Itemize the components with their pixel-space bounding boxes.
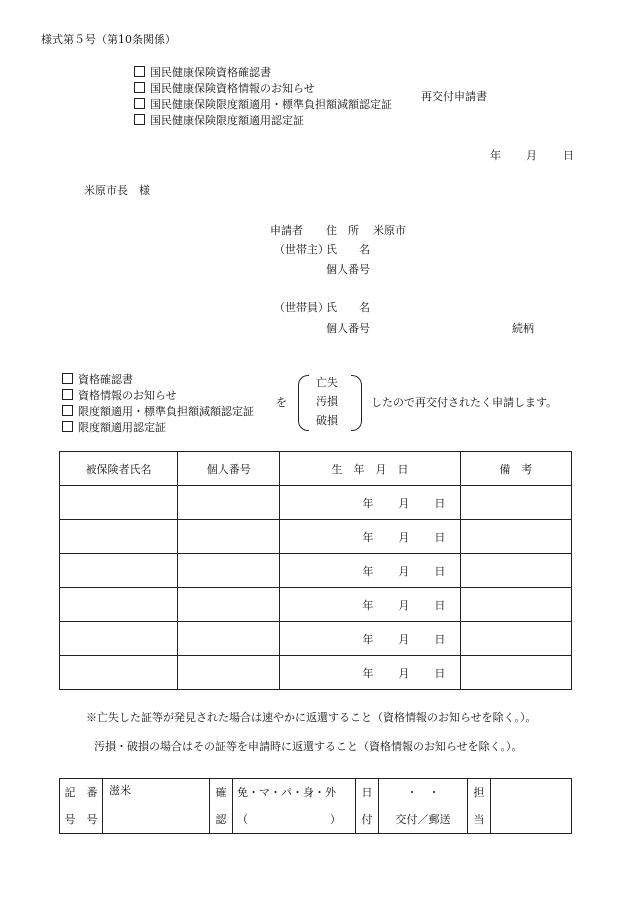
staff-cell[interactable]	[491, 779, 572, 834]
name-cell[interactable]	[60, 588, 178, 622]
office-use-table	[59, 778, 572, 834]
checkbox-icon[interactable]	[62, 421, 73, 432]
date-day: 日	[563, 149, 574, 162]
request-options	[62, 372, 254, 436]
table-row	[60, 656, 572, 690]
table-row	[60, 520, 572, 554]
reason-soiled[interactable]: 汚損	[316, 395, 338, 408]
note-lost: ※亡失した証等が発見された場合は速やかに返還すること（資格情報のお知らせを除く。）。	[86, 711, 537, 724]
remarks-cell[interactable]	[460, 622, 571, 656]
birthdate-cell[interactable]: 年 月 日	[280, 588, 460, 622]
date-label-cell: 日 付	[356, 779, 379, 834]
title-option-2[interactable]: 国民健康保険資格情報のお知らせ	[134, 81, 392, 97]
request-option-2[interactable]: 資格情報のお知らせ	[62, 388, 254, 404]
name-cell[interactable]	[60, 486, 178, 520]
id-cell[interactable]	[178, 554, 280, 588]
confirm-paren: （ ）	[237, 813, 341, 826]
title-option-4[interactable]: 国民健康保険限度額適用認定証	[134, 113, 392, 129]
insured-table	[59, 451, 572, 690]
title-option-3[interactable]: 国民健康保険限度額適用・標準負担額減額認定証	[134, 97, 392, 113]
header-remarks: 備 考	[460, 452, 571, 486]
checkbox-icon[interactable]	[134, 82, 145, 93]
table-header-row	[60, 452, 572, 486]
checkbox-icon[interactable]	[134, 98, 145, 109]
header-id: 個人番号	[178, 452, 280, 486]
member-tag: （世帯員）	[274, 301, 329, 314]
header-name: 被保険者氏名	[60, 452, 178, 486]
reason-damaged[interactable]: 破損	[316, 414, 338, 427]
id-cell[interactable]	[178, 520, 280, 554]
staff-label-cell: 担 当	[468, 779, 491, 834]
date-month: 月	[526, 149, 537, 162]
title-option-1[interactable]: 国民健康保険資格確認書	[134, 65, 392, 81]
record-prefix: 滋米	[109, 784, 131, 797]
header-birthdate: 生 年 月 日	[280, 452, 460, 486]
householder-id-label: 個人番号	[326, 263, 370, 276]
reason-lost[interactable]: 亡失	[316, 376, 338, 389]
record-number-cell[interactable]	[103, 779, 210, 834]
member-id-label: 個人番号	[326, 322, 370, 335]
particle: を	[276, 396, 287, 409]
checkbox-icon[interactable]	[134, 114, 145, 125]
id-cell[interactable]	[178, 588, 280, 622]
birthdate-cell[interactable]: 年 月 日	[280, 656, 460, 690]
checkbox-icon[interactable]	[134, 66, 145, 77]
confirm-options[interactable]: 免・マ・パ・身・外	[237, 786, 336, 799]
office-use-row	[60, 779, 572, 834]
householder-tag: （世帯主）	[274, 243, 329, 256]
name-cell[interactable]	[60, 554, 178, 588]
table-row	[60, 588, 572, 622]
remarks-cell[interactable]	[460, 520, 571, 554]
request-option-4[interactable]: 限度額適用認定証	[62, 420, 254, 436]
address-label: 住 所	[326, 224, 359, 237]
confirm-cell[interactable]	[233, 779, 356, 834]
remarks-cell[interactable]	[460, 588, 571, 622]
date-dots: ・ ・	[406, 786, 440, 799]
date-year: 年	[490, 149, 501, 162]
checkbox-icon[interactable]	[62, 405, 73, 416]
request-option-3[interactable]: 限度額適用・標準負担額減額認定証	[62, 404, 254, 420]
birthdate-cell[interactable]: 年 月 日	[280, 486, 460, 520]
birthdate-cell[interactable]: 年 月 日	[280, 554, 460, 588]
name-cell[interactable]	[60, 622, 178, 656]
confirm-label-cell: 確 認	[210, 779, 233, 834]
table-row	[60, 486, 572, 520]
member-name-label: 氏 名	[326, 301, 370, 314]
remarks-cell[interactable]	[460, 486, 571, 520]
birthdate-cell[interactable]: 年 月 日	[280, 520, 460, 554]
name-cell[interactable]	[60, 656, 178, 690]
id-cell[interactable]	[178, 622, 280, 656]
id-cell[interactable]	[178, 656, 280, 690]
birthdate-cell[interactable]: 年 月 日	[280, 622, 460, 656]
householder-name-label: 氏 名	[326, 243, 370, 256]
addressee: 米原市長 様	[84, 184, 150, 197]
note-damaged: 汚損・破損の場合はその証等を申請時に返還すること（資格情報のお知らせを除く。）。	[94, 740, 523, 753]
request-text: したので再交付されたく申請します。	[371, 396, 558, 409]
checkbox-icon[interactable]	[62, 373, 73, 384]
applicant-label: 申請者	[270, 224, 303, 237]
request-option-1[interactable]: 資格確認書	[62, 372, 254, 388]
title-suffix: 再交付申請書	[421, 90, 487, 103]
issue-date-cell[interactable]	[379, 779, 468, 834]
remarks-cell[interactable]	[460, 656, 571, 690]
id-cell[interactable]	[178, 486, 280, 520]
relation-label: 続柄	[512, 322, 534, 335]
form-number: 様式第５号（第10条関係）	[41, 33, 176, 46]
table-row	[60, 554, 572, 588]
address-value: 米原市	[373, 224, 406, 237]
right-brace-icon	[351, 375, 362, 431]
record-label-cell: 記 番 号 号	[60, 779, 103, 834]
left-brace-icon	[298, 375, 309, 431]
remarks-cell[interactable]	[460, 554, 571, 588]
checkbox-icon[interactable]	[62, 389, 73, 400]
name-cell[interactable]	[60, 520, 178, 554]
table-row	[60, 622, 572, 656]
delivery-method[interactable]: 交付／郵送	[395, 813, 451, 826]
title-options	[134, 65, 392, 129]
